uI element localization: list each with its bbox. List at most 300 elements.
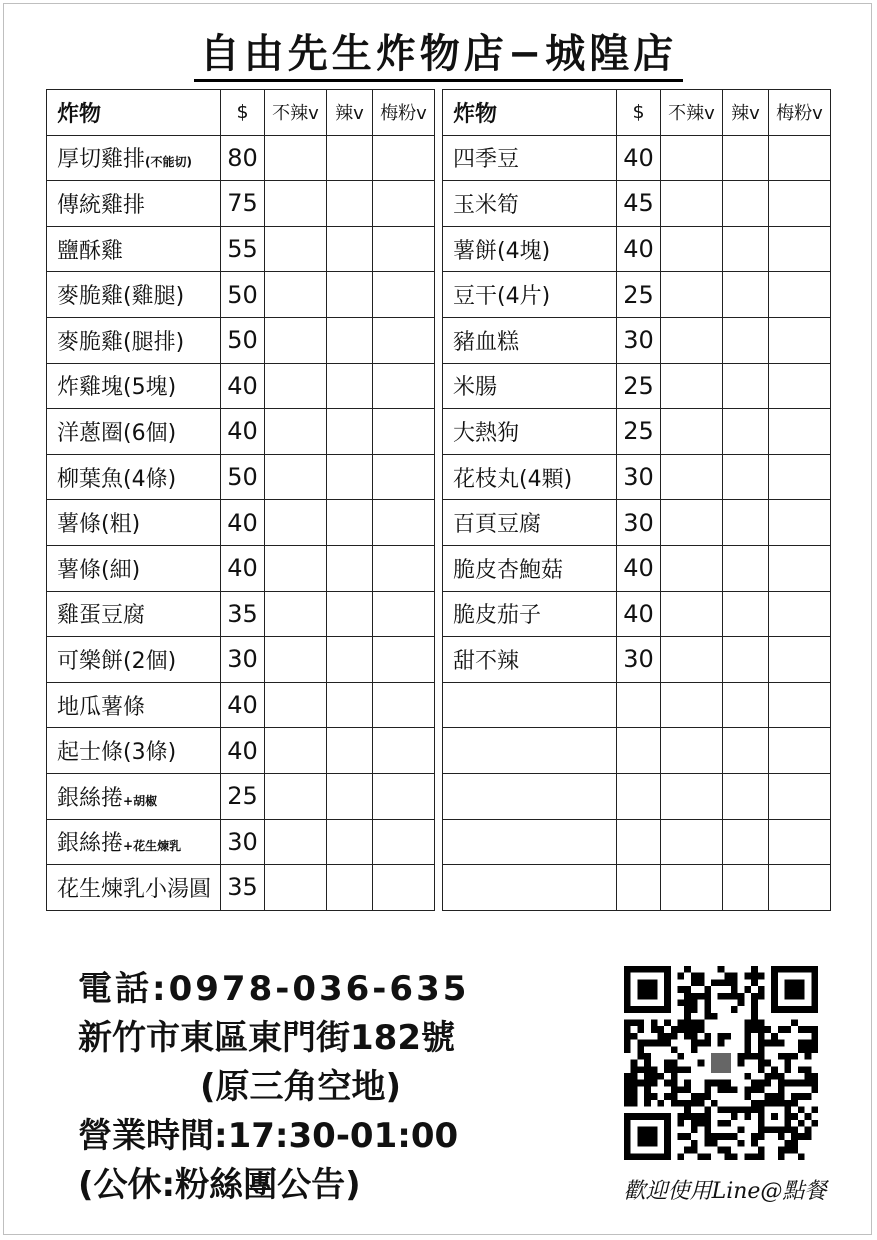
qr-module <box>678 999 685 1006</box>
checkbox-cell-plum-powder[interactable] <box>373 135 435 181</box>
checkbox-cell-not-spicy[interactable] <box>265 637 327 683</box>
qr-module <box>684 986 691 993</box>
qr-module <box>678 1026 685 1033</box>
table-row <box>443 773 831 819</box>
qr-module <box>805 1073 812 1080</box>
item-name <box>47 682 221 728</box>
qr-module <box>751 1053 758 1060</box>
qr-module <box>764 1073 771 1080</box>
checkbox-cell-spicy[interactable] <box>327 545 373 591</box>
table-row <box>443 409 831 455</box>
checkbox-cell-spicy[interactable] <box>327 728 373 774</box>
table-row <box>47 500 435 546</box>
qr-module <box>684 1100 691 1107</box>
qr-module <box>671 1026 678 1033</box>
checkbox-cell-not-spicy[interactable] <box>661 226 723 272</box>
table-row <box>443 454 831 500</box>
item-name <box>47 454 221 500</box>
qr-module <box>791 1133 798 1140</box>
checkbox-cell-spicy[interactable] <box>723 591 769 637</box>
item-price: 40 <box>617 226 661 272</box>
qr-module <box>631 1093 638 1100</box>
qr-module <box>664 1020 671 1027</box>
checkbox-cell-not-spicy[interactable] <box>265 591 327 637</box>
item-name-text: 鹽酥雞 <box>57 238 124 264</box>
qr-module <box>805 1113 812 1120</box>
item-name <box>47 591 221 637</box>
checkbox-cell-not-spicy[interactable] <box>265 819 327 865</box>
header-not-spicy: 不辣v <box>661 90 723 136</box>
checkbox-cell-plum-powder[interactable] <box>373 363 435 409</box>
checkbox-cell-plum-powder[interactable] <box>373 181 435 227</box>
checkbox-cell-plum-powder[interactable] <box>769 500 831 546</box>
qr-module <box>644 1100 651 1107</box>
qr-module <box>785 1066 792 1073</box>
checkbox-cell-not-spicy[interactable] <box>661 135 723 181</box>
item-price: 40 <box>617 545 661 591</box>
qr-module <box>704 993 711 1000</box>
checkbox-cell-not-spicy[interactable] <box>661 773 723 819</box>
qr-module <box>684 1133 691 1140</box>
item-price: 25 <box>617 409 661 455</box>
checkbox-cell-plum-powder[interactable] <box>769 363 831 409</box>
item-name-text: 薯餅(4塊) <box>453 238 551 264</box>
checkbox-cell-not-spicy[interactable] <box>265 317 327 363</box>
checkbox-cell-spicy[interactable] <box>723 409 769 455</box>
checkbox-cell-not-spicy[interactable] <box>661 728 723 774</box>
qr-module <box>798 1153 805 1160</box>
checkbox-cell-not-spicy[interactable] <box>265 409 327 455</box>
qr-module <box>791 1100 798 1107</box>
checkbox-cell-plum-powder[interactable] <box>373 454 435 500</box>
checkbox-cell-not-spicy[interactable] <box>265 865 327 911</box>
qr-module <box>785 1026 792 1033</box>
checkbox-cell-spicy[interactable] <box>723 545 769 591</box>
qr-module <box>778 1093 785 1100</box>
qr-module <box>771 1033 778 1040</box>
qr-module <box>778 1040 785 1047</box>
checkbox-cell-spicy[interactable] <box>327 363 373 409</box>
qr-module <box>798 1026 805 1033</box>
checkbox-cell-plum-powder[interactable] <box>373 637 435 683</box>
item-name <box>443 181 617 227</box>
qr-module <box>811 1120 818 1127</box>
qr-module <box>771 1066 778 1073</box>
qr-module <box>691 1127 698 1134</box>
item-price: 40 <box>221 728 265 774</box>
item-price: 30 <box>617 317 661 363</box>
qr-module <box>684 966 691 973</box>
item-price <box>617 819 661 865</box>
checkbox-cell-not-spicy[interactable] <box>661 272 723 318</box>
table-row <box>443 226 831 272</box>
checkbox-cell-plum-powder[interactable] <box>769 682 831 728</box>
checkbox-cell-spicy[interactable] <box>327 773 373 819</box>
item-name <box>443 819 617 865</box>
checkbox-cell-plum-powder[interactable] <box>373 226 435 272</box>
checkbox-cell-spicy[interactable] <box>723 317 769 363</box>
qr-module <box>758 1086 765 1093</box>
qr-module <box>758 1133 765 1140</box>
qr-module <box>751 1080 758 1087</box>
item-name <box>443 865 617 911</box>
item-price: 40 <box>221 363 265 409</box>
qr-module <box>791 1093 798 1100</box>
qr-module <box>791 1080 798 1087</box>
qr-module <box>684 1086 691 1093</box>
checkbox-cell-not-spicy[interactable] <box>265 682 327 728</box>
checkbox-cell-plum-powder[interactable] <box>769 317 831 363</box>
qr-module <box>698 993 705 1000</box>
qr-code-icon[interactable] <box>624 965 818 1161</box>
qr-module <box>744 1113 751 1120</box>
qr-module <box>724 1086 731 1093</box>
table-row <box>47 181 435 227</box>
checkbox-cell-not-spicy[interactable] <box>661 682 723 728</box>
checkbox-cell-spicy[interactable] <box>723 454 769 500</box>
qr-module <box>684 993 691 1000</box>
qr-module <box>704 1120 711 1127</box>
item-name-text: 雞蛋豆腐 <box>57 603 146 629</box>
checkbox-cell-not-spicy[interactable] <box>265 226 327 272</box>
qr-module <box>718 1033 725 1040</box>
checkbox-cell-spicy[interactable] <box>723 500 769 546</box>
checkbox-cell-not-spicy[interactable] <box>661 181 723 227</box>
qr-module <box>631 1080 638 1087</box>
checkbox-cell-not-spicy[interactable] <box>265 272 327 318</box>
checkbox-cell-spicy[interactable] <box>327 637 373 683</box>
checkbox-cell-not-spicy[interactable] <box>661 500 723 546</box>
qr-module <box>744 1053 751 1060</box>
qr-module <box>691 1093 698 1100</box>
qr-module <box>751 999 758 1006</box>
qr-module <box>751 973 758 980</box>
qr-module <box>678 986 685 993</box>
checkbox-cell-not-spicy[interactable] <box>265 454 327 500</box>
item-name-text: 柳葉魚(4條) <box>57 466 177 492</box>
qr-module <box>624 1040 631 1047</box>
item-name-text: 百頁豆腐 <box>453 512 542 538</box>
qr-module <box>724 1153 731 1160</box>
qr-module <box>684 1006 691 1013</box>
item-price: 30 <box>221 637 265 683</box>
qr-module <box>811 1073 818 1080</box>
qr-module <box>798 1093 805 1100</box>
item-name <box>443 500 617 546</box>
qr-module <box>758 1080 765 1087</box>
table-row <box>47 363 435 409</box>
item-price: 30 <box>617 454 661 500</box>
checkbox-cell-spicy[interactable] <box>327 454 373 500</box>
checkbox-cell-plum-powder[interactable] <box>769 272 831 318</box>
qr-module <box>637 1020 644 1027</box>
item-name-text: 炸雞塊(5塊) <box>57 375 177 401</box>
qr-module <box>738 1140 745 1147</box>
qr-module <box>758 1040 765 1047</box>
item-name-text: 傳統雞排 <box>57 192 146 218</box>
checkbox-cell-spicy[interactable] <box>327 226 373 272</box>
item-price: 55 <box>221 226 265 272</box>
checkbox-cell-not-spicy[interactable] <box>661 454 723 500</box>
qr-module <box>798 1106 805 1113</box>
qr-module <box>798 1046 805 1053</box>
qr-module <box>791 1127 798 1134</box>
qr-module <box>671 1060 678 1067</box>
qr-module <box>811 1040 818 1047</box>
checkbox-cell-spicy[interactable] <box>723 637 769 683</box>
checkbox-cell-plum-powder[interactable] <box>373 865 435 911</box>
checkbox-cell-not-spicy[interactable] <box>265 500 327 546</box>
item-name <box>443 272 617 318</box>
qr-module <box>664 1066 671 1073</box>
checkbox-cell-plum-powder[interactable] <box>769 454 831 500</box>
qr-module <box>711 1100 718 1107</box>
table-row <box>443 865 831 911</box>
qr-module <box>764 1040 771 1047</box>
qr-module <box>731 1006 738 1013</box>
checkbox-cell-plum-powder[interactable] <box>373 682 435 728</box>
address: 新竹市東區東門街182號 <box>78 1018 455 1058</box>
qr-module <box>684 1066 691 1073</box>
qr-module <box>711 1133 718 1140</box>
checkbox-cell-not-spicy[interactable] <box>265 135 327 181</box>
item-name <box>443 317 617 363</box>
qr-module <box>758 1020 765 1027</box>
qr-module <box>671 1080 678 1087</box>
qr-module <box>637 1046 644 1053</box>
qr-module <box>678 1113 685 1120</box>
item-price: 40 <box>617 135 661 181</box>
qr-module <box>704 999 711 1006</box>
qr-module <box>631 1066 638 1073</box>
checkbox-cell-not-spicy[interactable] <box>265 545 327 591</box>
qr-finder <box>637 1127 657 1147</box>
qr-module <box>671 1086 678 1093</box>
checkbox-cell-not-spicy[interactable] <box>265 181 327 227</box>
table-row <box>47 728 435 774</box>
item-name-text: 花枝丸(4顆) <box>453 466 573 492</box>
qr-module <box>811 1046 818 1053</box>
qr-module <box>691 999 698 1006</box>
qr-module <box>738 1060 745 1067</box>
checkbox-cell-plum-powder[interactable] <box>769 637 831 683</box>
checkbox-cell-not-spicy[interactable] <box>661 545 723 591</box>
qr-module <box>631 1100 638 1107</box>
checkbox-cell-plum-powder[interactable] <box>373 728 435 774</box>
qr-module <box>631 1020 638 1027</box>
checkbox-cell-spicy[interactable] <box>327 500 373 546</box>
qr-module <box>691 1033 698 1040</box>
qr-module <box>731 973 738 980</box>
qr-module <box>684 1080 691 1087</box>
checkbox-cell-not-spicy[interactable] <box>661 865 723 911</box>
checkbox-cell-spicy[interactable] <box>723 226 769 272</box>
qr-module <box>698 1113 705 1120</box>
qr-module <box>744 973 751 980</box>
qr-module <box>751 1006 758 1013</box>
qr-module <box>738 1106 745 1113</box>
qr-module <box>798 1040 805 1047</box>
checkbox-cell-spicy[interactable] <box>723 135 769 181</box>
qr-module <box>731 1086 738 1093</box>
checkbox-cell-plum-powder[interactable] <box>769 135 831 181</box>
item-name-text: 起士條(3條) <box>57 740 177 766</box>
checkbox-cell-spicy[interactable] <box>723 682 769 728</box>
qr-module <box>798 1133 805 1140</box>
checkbox-cell-not-spicy[interactable] <box>661 591 723 637</box>
item-name <box>47 773 221 819</box>
checkbox-cell-plum-powder[interactable] <box>769 226 831 272</box>
qr-module <box>698 1040 705 1047</box>
qr-module <box>704 1040 711 1047</box>
qr-module <box>678 1100 685 1107</box>
qr-module <box>704 1013 711 1020</box>
qr-finder <box>637 979 657 999</box>
qr-module <box>798 1066 805 1073</box>
checkbox-cell-not-spicy[interactable] <box>265 363 327 409</box>
checkbox-cell-plum-powder[interactable] <box>769 591 831 637</box>
qr-module <box>744 1093 751 1100</box>
table-row <box>47 545 435 591</box>
checkbox-cell-spicy[interactable] <box>723 181 769 227</box>
qr-module <box>644 1040 651 1047</box>
qr-module <box>718 993 725 1000</box>
checkbox-cell-not-spicy[interactable] <box>661 637 723 683</box>
checkbox-cell-spicy[interactable] <box>327 317 373 363</box>
checkbox-cell-not-spicy[interactable] <box>265 773 327 819</box>
qr-module <box>637 1053 644 1060</box>
checkbox-cell-spicy[interactable] <box>327 409 373 455</box>
item-name <box>443 135 617 181</box>
checkbox-cell-not-spicy[interactable] <box>661 317 723 363</box>
header-plum-powder: 梅粉v <box>373 90 435 136</box>
checkbox-cell-spicy[interactable] <box>723 728 769 774</box>
qr-module <box>758 1033 765 1040</box>
checkbox-cell-plum-powder[interactable] <box>769 819 831 865</box>
qr-module <box>785 1080 792 1087</box>
header-spicy: 辣v <box>723 90 769 136</box>
table-row <box>47 819 435 865</box>
checkbox-cell-plum-powder[interactable] <box>769 545 831 591</box>
qr-module <box>691 1113 698 1120</box>
qr-module <box>778 1133 785 1140</box>
checkbox-cell-plum-powder[interactable] <box>373 409 435 455</box>
checkbox-cell-spicy[interactable] <box>327 865 373 911</box>
qr-module <box>657 1033 664 1040</box>
checkbox-cell-plum-powder[interactable] <box>373 819 435 865</box>
item-name-text: 花生煉乳小湯圓 <box>57 876 212 902</box>
item-price: 45 <box>617 181 661 227</box>
checkbox-cell-spicy[interactable] <box>723 272 769 318</box>
qr-module <box>678 1053 685 1060</box>
checkbox-cell-spicy[interactable] <box>327 591 373 637</box>
qr-module <box>651 1093 658 1100</box>
qr-module <box>744 1153 751 1160</box>
qr-module <box>691 979 698 986</box>
qr-module <box>657 1026 664 1033</box>
qr-module <box>644 1060 651 1067</box>
qr-module <box>758 1066 765 1073</box>
checkbox-cell-plum-powder[interactable] <box>373 545 435 591</box>
qr-module <box>724 1080 731 1087</box>
checkbox-cell-spicy[interactable] <box>723 773 769 819</box>
business-hours: 營業時間:17:30-01:00 <box>78 1116 459 1156</box>
qr-module <box>678 1133 685 1140</box>
checkbox-cell-not-spicy[interactable] <box>661 409 723 455</box>
qr-module <box>718 1147 725 1154</box>
checkbox-cell-plum-powder[interactable] <box>373 317 435 363</box>
checkbox-cell-plum-powder[interactable] <box>373 773 435 819</box>
checkbox-cell-spicy[interactable] <box>723 819 769 865</box>
item-name <box>443 682 617 728</box>
item-note: +胡椒 <box>123 793 158 808</box>
qr-module <box>805 1127 812 1134</box>
qr-module <box>691 1100 698 1107</box>
checkbox-cell-spicy[interactable] <box>327 181 373 227</box>
checkbox-cell-plum-powder[interactable] <box>769 728 831 774</box>
phone-number: 電話:0978-036-635 <box>78 969 470 1009</box>
qr-module <box>651 1080 658 1087</box>
item-note: (不能切) <box>145 155 192 170</box>
checkbox-cell-spicy[interactable] <box>723 865 769 911</box>
qr-module <box>624 1046 631 1053</box>
checkbox-cell-spicy[interactable] <box>327 135 373 181</box>
item-name-text: 薯條(粗) <box>57 512 141 538</box>
checkbox-cell-spicy[interactable] <box>723 363 769 409</box>
checkbox-cell-spicy[interactable] <box>327 819 373 865</box>
checkbox-cell-plum-powder[interactable] <box>373 500 435 546</box>
qr-module <box>751 966 758 973</box>
checkbox-cell-plum-powder[interactable] <box>373 591 435 637</box>
qr-module <box>678 973 685 980</box>
table-row <box>47 591 435 637</box>
checkbox-cell-not-spicy[interactable] <box>661 363 723 409</box>
checkbox-cell-not-spicy[interactable] <box>661 819 723 865</box>
qr-module <box>751 1153 758 1160</box>
checkbox-cell-plum-powder[interactable] <box>769 865 831 911</box>
header-plum-powder: 梅粉v <box>769 90 831 136</box>
qr-module <box>684 999 691 1006</box>
item-name <box>47 409 221 455</box>
qr-module <box>738 993 745 1000</box>
qr-module <box>785 1147 792 1154</box>
checkbox-cell-plum-powder[interactable] <box>373 272 435 318</box>
item-price: 30 <box>617 500 661 546</box>
qr-module <box>744 1033 751 1040</box>
item-name <box>47 728 221 774</box>
checkbox-cell-not-spicy[interactable] <box>265 728 327 774</box>
qr-module <box>778 1153 785 1160</box>
item-name <box>47 545 221 591</box>
item-name <box>47 500 221 546</box>
qr-module <box>711 979 718 986</box>
table-row <box>443 545 831 591</box>
qr-module <box>764 1060 771 1067</box>
qr-module <box>711 1013 718 1020</box>
qr-module <box>724 973 731 980</box>
checkbox-cell-spicy[interactable] <box>327 682 373 728</box>
checkbox-cell-plum-powder[interactable] <box>769 773 831 819</box>
qr-module <box>664 1060 671 1067</box>
header-spicy: 辣v <box>327 90 373 136</box>
qr-module <box>704 1140 711 1147</box>
checkbox-cell-plum-powder[interactable] <box>769 409 831 455</box>
checkbox-cell-spicy[interactable] <box>327 272 373 318</box>
item-name-text: 厚切雞排 <box>57 147 146 173</box>
checkbox-cell-plum-powder[interactable] <box>769 181 831 227</box>
qr-module <box>751 1086 758 1093</box>
qr-module <box>644 1080 651 1087</box>
